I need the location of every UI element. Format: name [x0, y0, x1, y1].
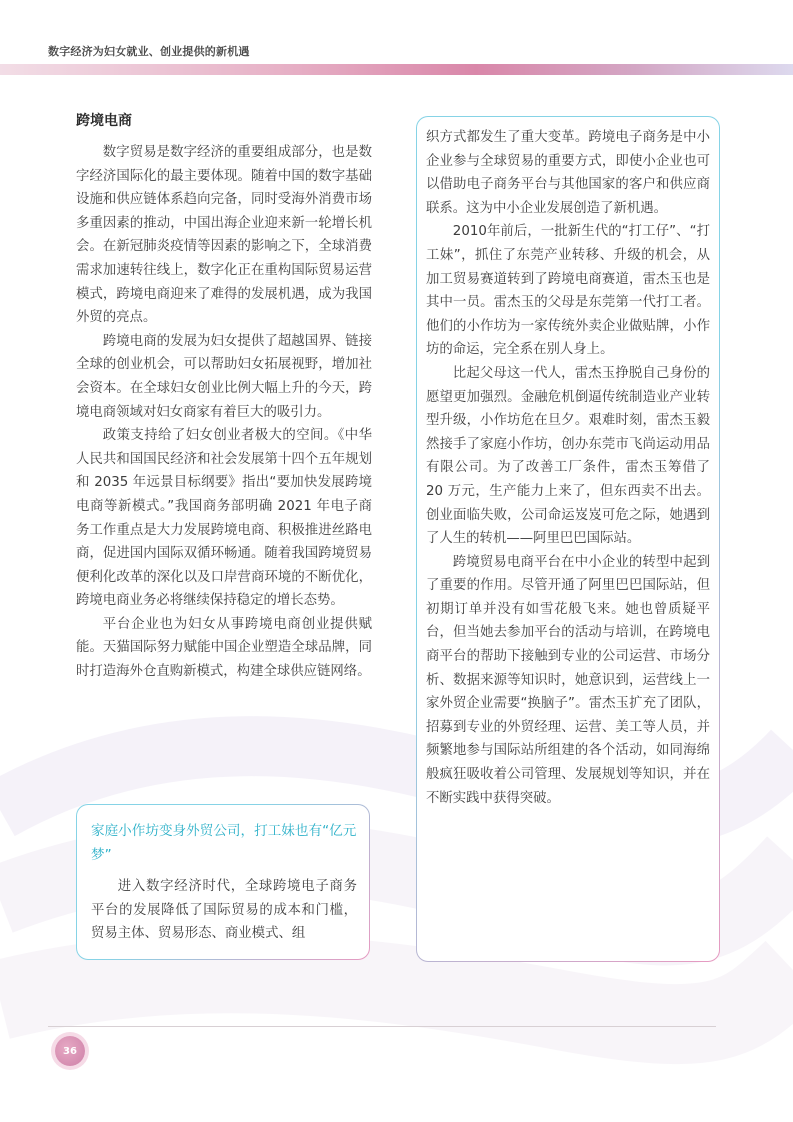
running-header-title: 数字经济为妇女就业、创业提供的新机遇: [48, 45, 250, 58]
left-column: [76, 141, 372, 684]
left-paragraph-1: 数字贸易是数字经济的重要组成部分，也是数字经济国际化的最主要体现。随着中国的数字基础设施和供应链体系趋向完备，同时受海外消费市场多重因素的推动，中国出海企业迎来新一轮增长机会。在新冠肺炎疫情等因素的影响之下，全球消费需求加速转往线上，数字化正在重构国际贸易运营模式，跨境电商迎来了难得的发展机遇，成为我国外贸的亮点。: [76, 145, 372, 326]
left-paragraph-4: 平台企业也为妇女从事跨境电商创业提供赋能。天猫国际努力赋能中国企业塑造全球品牌，同时打造海外仓直购新模式，构建全球供应链网络。: [76, 616, 372, 680]
footer-divider: [48, 1026, 716, 1027]
story-paragraph: 进入数字经济时代，全球跨境电子商务平台的发展降低了国际贸易的成本和门槛，贸易主体、贸易形态、商业模式、组: [91, 879, 357, 942]
header-gradient-bar: [0, 64, 793, 75]
right-paragraph-3: 跨境贸易电商平台在中小企业的转型中起到了重要的作用。尽管开通了阿里巴巴国际站，但初期订单并没有如雪花般飞来。她也曾质疑平台，但当她去参加平台的活动与培训，在跨境电商平台的帮助下接触到专业的公司运营、市场分析、数据来源等知识时，她意识到，运营线上一家外贸企业需要“换脑子”。雷杰玉扩充了团队，招募到专业的外贸经理、运营、美工等人员，并频繁地参与国际站所组建的各个活动，如同海绵般疯狂吸收着公司管理、发展规划等知识，并在不断实践中获得突破。: [426, 554, 710, 806]
story-callout-box: [76, 804, 370, 960]
section-title: 跨境电商: [76, 113, 132, 129]
right-column: [426, 126, 710, 810]
left-paragraph-2: 跨境电商的发展为妇女提供了超越国界、链接全球的创业机会，可以帮助妇女拓展视野，增加社会资本。在全球妇女创业比例大幅上升的今天，跨境电商领域对妇女商家有着巨大的吸引力。: [76, 333, 372, 420]
story-body: [91, 875, 357, 946]
page-number: 36: [63, 1045, 77, 1057]
left-paragraph-3: 政策支持给了妇女创业者极大的空间。《中华人民共和国国民经济和社会发展第十四个五年规划和 2035 年远景目标纲要》指出“要加快发展跨境电商等新模式。”我国商务部明确 2021 年电子商务工作重点是大力发展跨境电商、积极推进丝路电商，促进国内国际双循环畅通。随着我国跨境贸易便利化改革的深化以及口岸营商环境的不断优化，跨境电商业务必将继续保持稳定的增长态势。: [76, 428, 372, 609]
story-heading: 家庭小作坊变身外贸公司，打工妹也有“亿元梦”: [91, 823, 357, 863]
page-number-badge: [55, 1036, 85, 1066]
right-paragraph-1: 2010年前后，一批新生代的“打工仔”、“打工妹”，抓住了东莞产业转移、升级的机会，从加工贸易赛道转到了跨境电商赛道，雷杰玉也是其中一员。雷杰玉的父母是东莞第一代打工者。他们的小作坊为一家传统外卖企业做贴牌，小作坊的命运，完全系在别人身上。: [426, 224, 710, 358]
right-paragraph-2: 比起父母这一代人，雷杰玉挣脱自己身份的愿望更加强烈。金融危机倒逼传统制造业产业转型升级，小作坊危在旦夕。艰难时刻，雷杰玉毅然接手了家庭小作坊，创办东莞市飞尚运动用品有限公司。为了改善工厂条件，雷杰玉筹借了 20 万元，生产能力上来了，但东西卖不出去。创业面临失败，公司命运岌岌可危之际，她遇到了人生的转机——阿里巴巴国际站。: [426, 365, 710, 547]
right-continuation-paragraph: 织方式都发生了重大变革。跨境电子商务是中小企业参与全球贸易的重要方式，即使小企业也可以借助电子商务平台与其他国家的客户和供应商联系。这为中小企业发展创造了新机遇。: [426, 130, 710, 216]
